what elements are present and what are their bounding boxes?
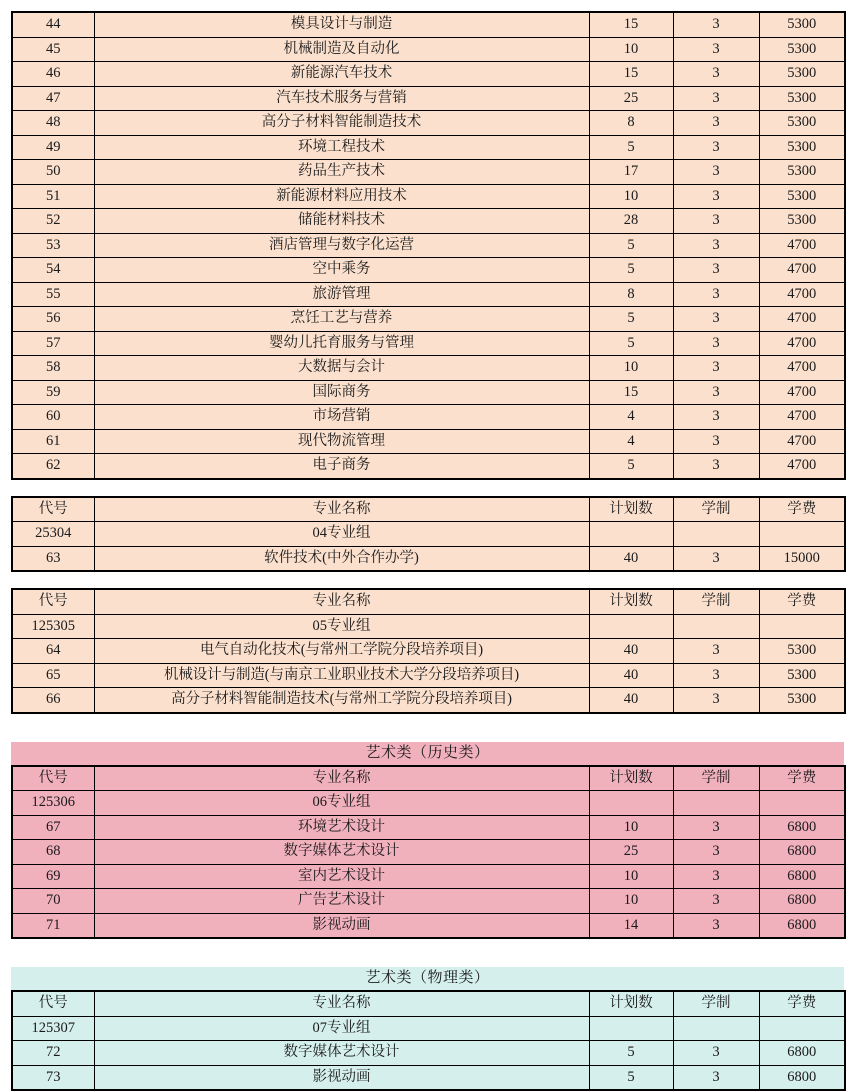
cell-name: 06专业组 (94, 791, 589, 816)
cell-years: 3 (673, 209, 759, 234)
header-cell-fee: 学费 (759, 991, 845, 1016)
tables-container (0, 11, 866, 1091)
cell-plan: 10 (589, 184, 673, 209)
table-art-physics (11, 990, 846, 1091)
cell-plan: 15 (589, 380, 673, 405)
table-row (12, 233, 845, 258)
cell-years: 3 (673, 86, 759, 111)
table-row (12, 1065, 845, 1090)
table-gap (0, 572, 866, 588)
table-row (12, 864, 845, 889)
table-gap (0, 480, 866, 496)
table-continued-peach (11, 11, 846, 480)
cell-code: 64 (12, 639, 94, 664)
cell-plan: 8 (589, 111, 673, 136)
cell-name: 电子商务 (94, 454, 589, 479)
cell-code: 65 (12, 663, 94, 688)
cell-fee: 15000 (759, 546, 845, 571)
cell-years: 3 (673, 282, 759, 307)
cell-fee: 6800 (759, 1065, 845, 1090)
table-row (12, 37, 845, 62)
cell-name: 国际商务 (94, 380, 589, 405)
cell-name: 软件技术(中外合作办学) (94, 546, 589, 571)
cell-code: 66 (12, 688, 94, 713)
cell-plan: 5 (589, 1041, 673, 1066)
cell-name: 新能源汽车技术 (94, 62, 589, 87)
cell-years (673, 522, 759, 547)
table-row (12, 840, 845, 865)
cell-years: 3 (673, 12, 759, 37)
table-header-row (12, 991, 845, 1016)
cell-plan: 5 (589, 331, 673, 356)
cell-years: 3 (673, 331, 759, 356)
cell-code: 50 (12, 160, 94, 185)
cell-fee (759, 614, 845, 639)
cell-fee: 4700 (759, 258, 845, 283)
table-group-05 (11, 588, 846, 714)
cell-plan: 5 (589, 135, 673, 160)
cell-plan: 40 (589, 688, 673, 713)
cell-plan: 28 (589, 209, 673, 234)
cell-fee: 6800 (759, 1041, 845, 1066)
cell-code: 25304 (12, 522, 94, 547)
table-row (12, 62, 845, 87)
cell-name: 高分子材料智能制造技术 (94, 111, 589, 136)
table-row (12, 791, 845, 816)
cell-name: 环境艺术设计 (94, 815, 589, 840)
cell-name: 07专业组 (94, 1016, 589, 1041)
cell-plan: 25 (589, 86, 673, 111)
cell-years: 3 (673, 160, 759, 185)
cell-fee: 5300 (759, 86, 845, 111)
cell-years: 3 (673, 815, 759, 840)
cell-name: 市场营销 (94, 405, 589, 430)
cell-name: 高分子材料智能制造技术(与常州工学院分段培养项目) (94, 688, 589, 713)
cell-years: 3 (673, 429, 759, 454)
cell-name: 环境工程技术 (94, 135, 589, 160)
cell-plan: 17 (589, 160, 673, 185)
cell-years (673, 1016, 759, 1041)
cell-fee: 6800 (759, 815, 845, 840)
cell-code: 67 (12, 815, 94, 840)
header-cell-name: 专业名称 (94, 497, 589, 522)
header-cell-fee: 学费 (759, 589, 845, 614)
cell-fee: 4700 (759, 405, 845, 430)
cell-years: 3 (673, 1065, 759, 1090)
cell-years: 3 (673, 111, 759, 136)
header-cell-plan: 计划数 (589, 766, 673, 791)
table-group-04 (11, 496, 846, 573)
cell-years: 3 (673, 62, 759, 87)
cell-years: 3 (673, 135, 759, 160)
table-row (12, 815, 845, 840)
cell-code: 51 (12, 184, 94, 209)
table-row (12, 356, 845, 381)
header-cell-years: 学制 (673, 497, 759, 522)
header-cell-name: 专业名称 (94, 766, 589, 791)
header-cell-years: 学制 (673, 589, 759, 614)
table-header-row (12, 497, 845, 522)
cell-plan: 4 (589, 429, 673, 454)
cell-years: 3 (673, 454, 759, 479)
cell-code: 55 (12, 282, 94, 307)
cell-fee: 5300 (759, 135, 845, 160)
cell-name: 烹饪工艺与营养 (94, 307, 589, 332)
cell-plan (589, 522, 673, 547)
cell-name: 空中乘务 (94, 258, 589, 283)
table-row (12, 184, 845, 209)
cell-code: 58 (12, 356, 94, 381)
cell-years: 3 (673, 307, 759, 332)
cell-code: 70 (12, 889, 94, 914)
cell-code: 61 (12, 429, 94, 454)
cell-years: 3 (673, 380, 759, 405)
cell-plan: 8 (589, 282, 673, 307)
table-row (12, 913, 845, 938)
cell-code: 71 (12, 913, 94, 938)
table-row (12, 135, 845, 160)
cell-plan: 15 (589, 12, 673, 37)
cell-plan: 15 (589, 62, 673, 87)
table-row (12, 429, 845, 454)
cell-years: 3 (673, 864, 759, 889)
cell-name: 影视动画 (94, 913, 589, 938)
cell-code: 45 (12, 37, 94, 62)
cell-fee: 4700 (759, 356, 845, 381)
cell-plan: 5 (589, 258, 673, 283)
cell-code: 72 (12, 1041, 94, 1066)
header-cell-years: 学制 (673, 766, 759, 791)
cell-plan (589, 614, 673, 639)
cell-name: 04专业组 (94, 522, 589, 547)
cell-code: 63 (12, 546, 94, 571)
cell-years: 3 (673, 639, 759, 664)
cell-years: 3 (673, 840, 759, 865)
cell-code: 59 (12, 380, 94, 405)
header-cell-plan: 计划数 (589, 589, 673, 614)
cell-plan: 40 (589, 639, 673, 664)
cell-name: 机械设计与制造(与南京工业职业技术大学分段培养项目) (94, 663, 589, 688)
cell-code: 52 (12, 209, 94, 234)
cell-plan (589, 791, 673, 816)
table-gap (0, 714, 866, 742)
table-row (12, 889, 845, 914)
cell-years (673, 791, 759, 816)
cell-code: 57 (12, 331, 94, 356)
table-row (12, 454, 845, 479)
cell-name: 电气自动化技术(与常州工学院分段培养项目) (94, 639, 589, 664)
cell-fee: 6800 (759, 889, 845, 914)
cell-fee: 5300 (759, 184, 845, 209)
cell-name: 05专业组 (94, 614, 589, 639)
cell-code: 49 (12, 135, 94, 160)
cell-fee: 4700 (759, 282, 845, 307)
cell-name: 机械制造及自动化 (94, 37, 589, 62)
cell-name: 婴幼儿托育服务与管理 (94, 331, 589, 356)
cell-plan: 40 (589, 663, 673, 688)
table-row (12, 160, 845, 185)
cell-fee: 4700 (759, 307, 845, 332)
table-row (12, 307, 845, 332)
cell-fee: 6800 (759, 864, 845, 889)
cell-fee (759, 791, 845, 816)
cell-code: 69 (12, 864, 94, 889)
cell-fee: 4700 (759, 331, 845, 356)
cell-plan: 10 (589, 864, 673, 889)
cell-fee: 5300 (759, 688, 845, 713)
cell-fee: 4700 (759, 454, 845, 479)
header-cell-plan: 计划数 (589, 991, 673, 1016)
cell-fee: 5300 (759, 160, 845, 185)
cell-plan: 25 (589, 840, 673, 865)
header-cell-code: 代号 (12, 991, 94, 1016)
cell-years: 3 (673, 37, 759, 62)
cell-name: 广告艺术设计 (94, 889, 589, 914)
cell-name: 数字媒体艺术设计 (94, 840, 589, 865)
table-row (12, 258, 845, 283)
header-cell-plan: 计划数 (589, 497, 673, 522)
section-title-table-art-physics: 艺术类（物理类） (11, 967, 844, 990)
cell-code: 68 (12, 840, 94, 865)
cell-code: 44 (12, 12, 94, 37)
cell-years: 3 (673, 546, 759, 571)
table-header-row (12, 766, 845, 791)
table-row (12, 380, 845, 405)
cell-years: 3 (673, 663, 759, 688)
cell-plan: 10 (589, 815, 673, 840)
cell-plan: 5 (589, 307, 673, 332)
cell-plan: 40 (589, 546, 673, 571)
cell-fee: 5300 (759, 663, 845, 688)
table-art-history (11, 765, 846, 940)
header-cell-fee: 学费 (759, 766, 845, 791)
cell-plan: 10 (589, 889, 673, 914)
table-row (12, 86, 845, 111)
cell-plan: 5 (589, 454, 673, 479)
cell-plan: 5 (589, 1065, 673, 1090)
cell-years: 3 (673, 1041, 759, 1066)
cell-fee: 6800 (759, 913, 845, 938)
cell-name: 药品生产技术 (94, 160, 589, 185)
table-row (12, 111, 845, 136)
table-row (12, 331, 845, 356)
cell-fee (759, 522, 845, 547)
cell-name: 旅游管理 (94, 282, 589, 307)
cell-code: 48 (12, 111, 94, 136)
table-row (12, 522, 845, 547)
cell-code: 53 (12, 233, 94, 258)
cell-name: 储能材料技术 (94, 209, 589, 234)
table-row (12, 282, 845, 307)
cell-plan: 14 (589, 913, 673, 938)
table-row (12, 1016, 845, 1041)
header-cell-name: 专业名称 (94, 589, 589, 614)
cell-name: 现代物流管理 (94, 429, 589, 454)
cell-name: 大数据与会计 (94, 356, 589, 381)
cell-name: 影视动画 (94, 1065, 589, 1090)
cell-fee: 4700 (759, 233, 845, 258)
cell-fee: 4700 (759, 429, 845, 454)
cell-code: 60 (12, 405, 94, 430)
cell-code: 125305 (12, 614, 94, 639)
cell-name: 模具设计与制造 (94, 12, 589, 37)
cell-code: 56 (12, 307, 94, 332)
cell-name: 室内艺术设计 (94, 864, 589, 889)
cell-name: 汽车技术服务与营销 (94, 86, 589, 111)
cell-code: 46 (12, 62, 94, 87)
table-row (12, 663, 845, 688)
cell-fee: 5300 (759, 639, 845, 664)
table-row (12, 12, 845, 37)
cell-name: 酒店管理与数字化运营 (94, 233, 589, 258)
cell-fee: 5300 (759, 111, 845, 136)
cell-fee: 5300 (759, 37, 845, 62)
table-row (12, 405, 845, 430)
header-cell-name: 专业名称 (94, 991, 589, 1016)
cell-code: 47 (12, 86, 94, 111)
header-cell-fee: 学费 (759, 497, 845, 522)
header-cell-code: 代号 (12, 766, 94, 791)
cell-plan: 5 (589, 233, 673, 258)
table-row (12, 614, 845, 639)
cell-fee: 5300 (759, 12, 845, 37)
table-row (12, 546, 845, 571)
cell-fee: 6800 (759, 840, 845, 865)
cell-code: 73 (12, 1065, 94, 1090)
table-header-row (12, 589, 845, 614)
table-gap (0, 939, 866, 967)
cell-plan: 4 (589, 405, 673, 430)
table-row (12, 639, 845, 664)
cell-fee: 5300 (759, 62, 845, 87)
header-cell-years: 学制 (673, 991, 759, 1016)
table-row (12, 688, 845, 713)
cell-name: 新能源材料应用技术 (94, 184, 589, 209)
cell-years: 3 (673, 688, 759, 713)
table-row (12, 1041, 845, 1066)
cell-code: 62 (12, 454, 94, 479)
cell-years: 3 (673, 889, 759, 914)
table-row (12, 209, 845, 234)
header-cell-code: 代号 (12, 497, 94, 522)
cell-years: 3 (673, 233, 759, 258)
cell-years: 3 (673, 184, 759, 209)
cell-years (673, 614, 759, 639)
cell-code: 125307 (12, 1016, 94, 1041)
section-title-table-art-history: 艺术类（历史类） (11, 742, 844, 765)
cell-years: 3 (673, 258, 759, 283)
cell-years: 3 (673, 405, 759, 430)
cell-code: 54 (12, 258, 94, 283)
cell-plan (589, 1016, 673, 1041)
cell-years: 3 (673, 913, 759, 938)
cell-plan: 10 (589, 37, 673, 62)
cell-plan: 10 (589, 356, 673, 381)
cell-fee: 5300 (759, 209, 845, 234)
cell-code: 125306 (12, 791, 94, 816)
cell-years: 3 (673, 356, 759, 381)
header-cell-code: 代号 (12, 589, 94, 614)
cell-fee (759, 1016, 845, 1041)
cell-name: 数字媒体艺术设计 (94, 1041, 589, 1066)
cell-fee: 4700 (759, 380, 845, 405)
